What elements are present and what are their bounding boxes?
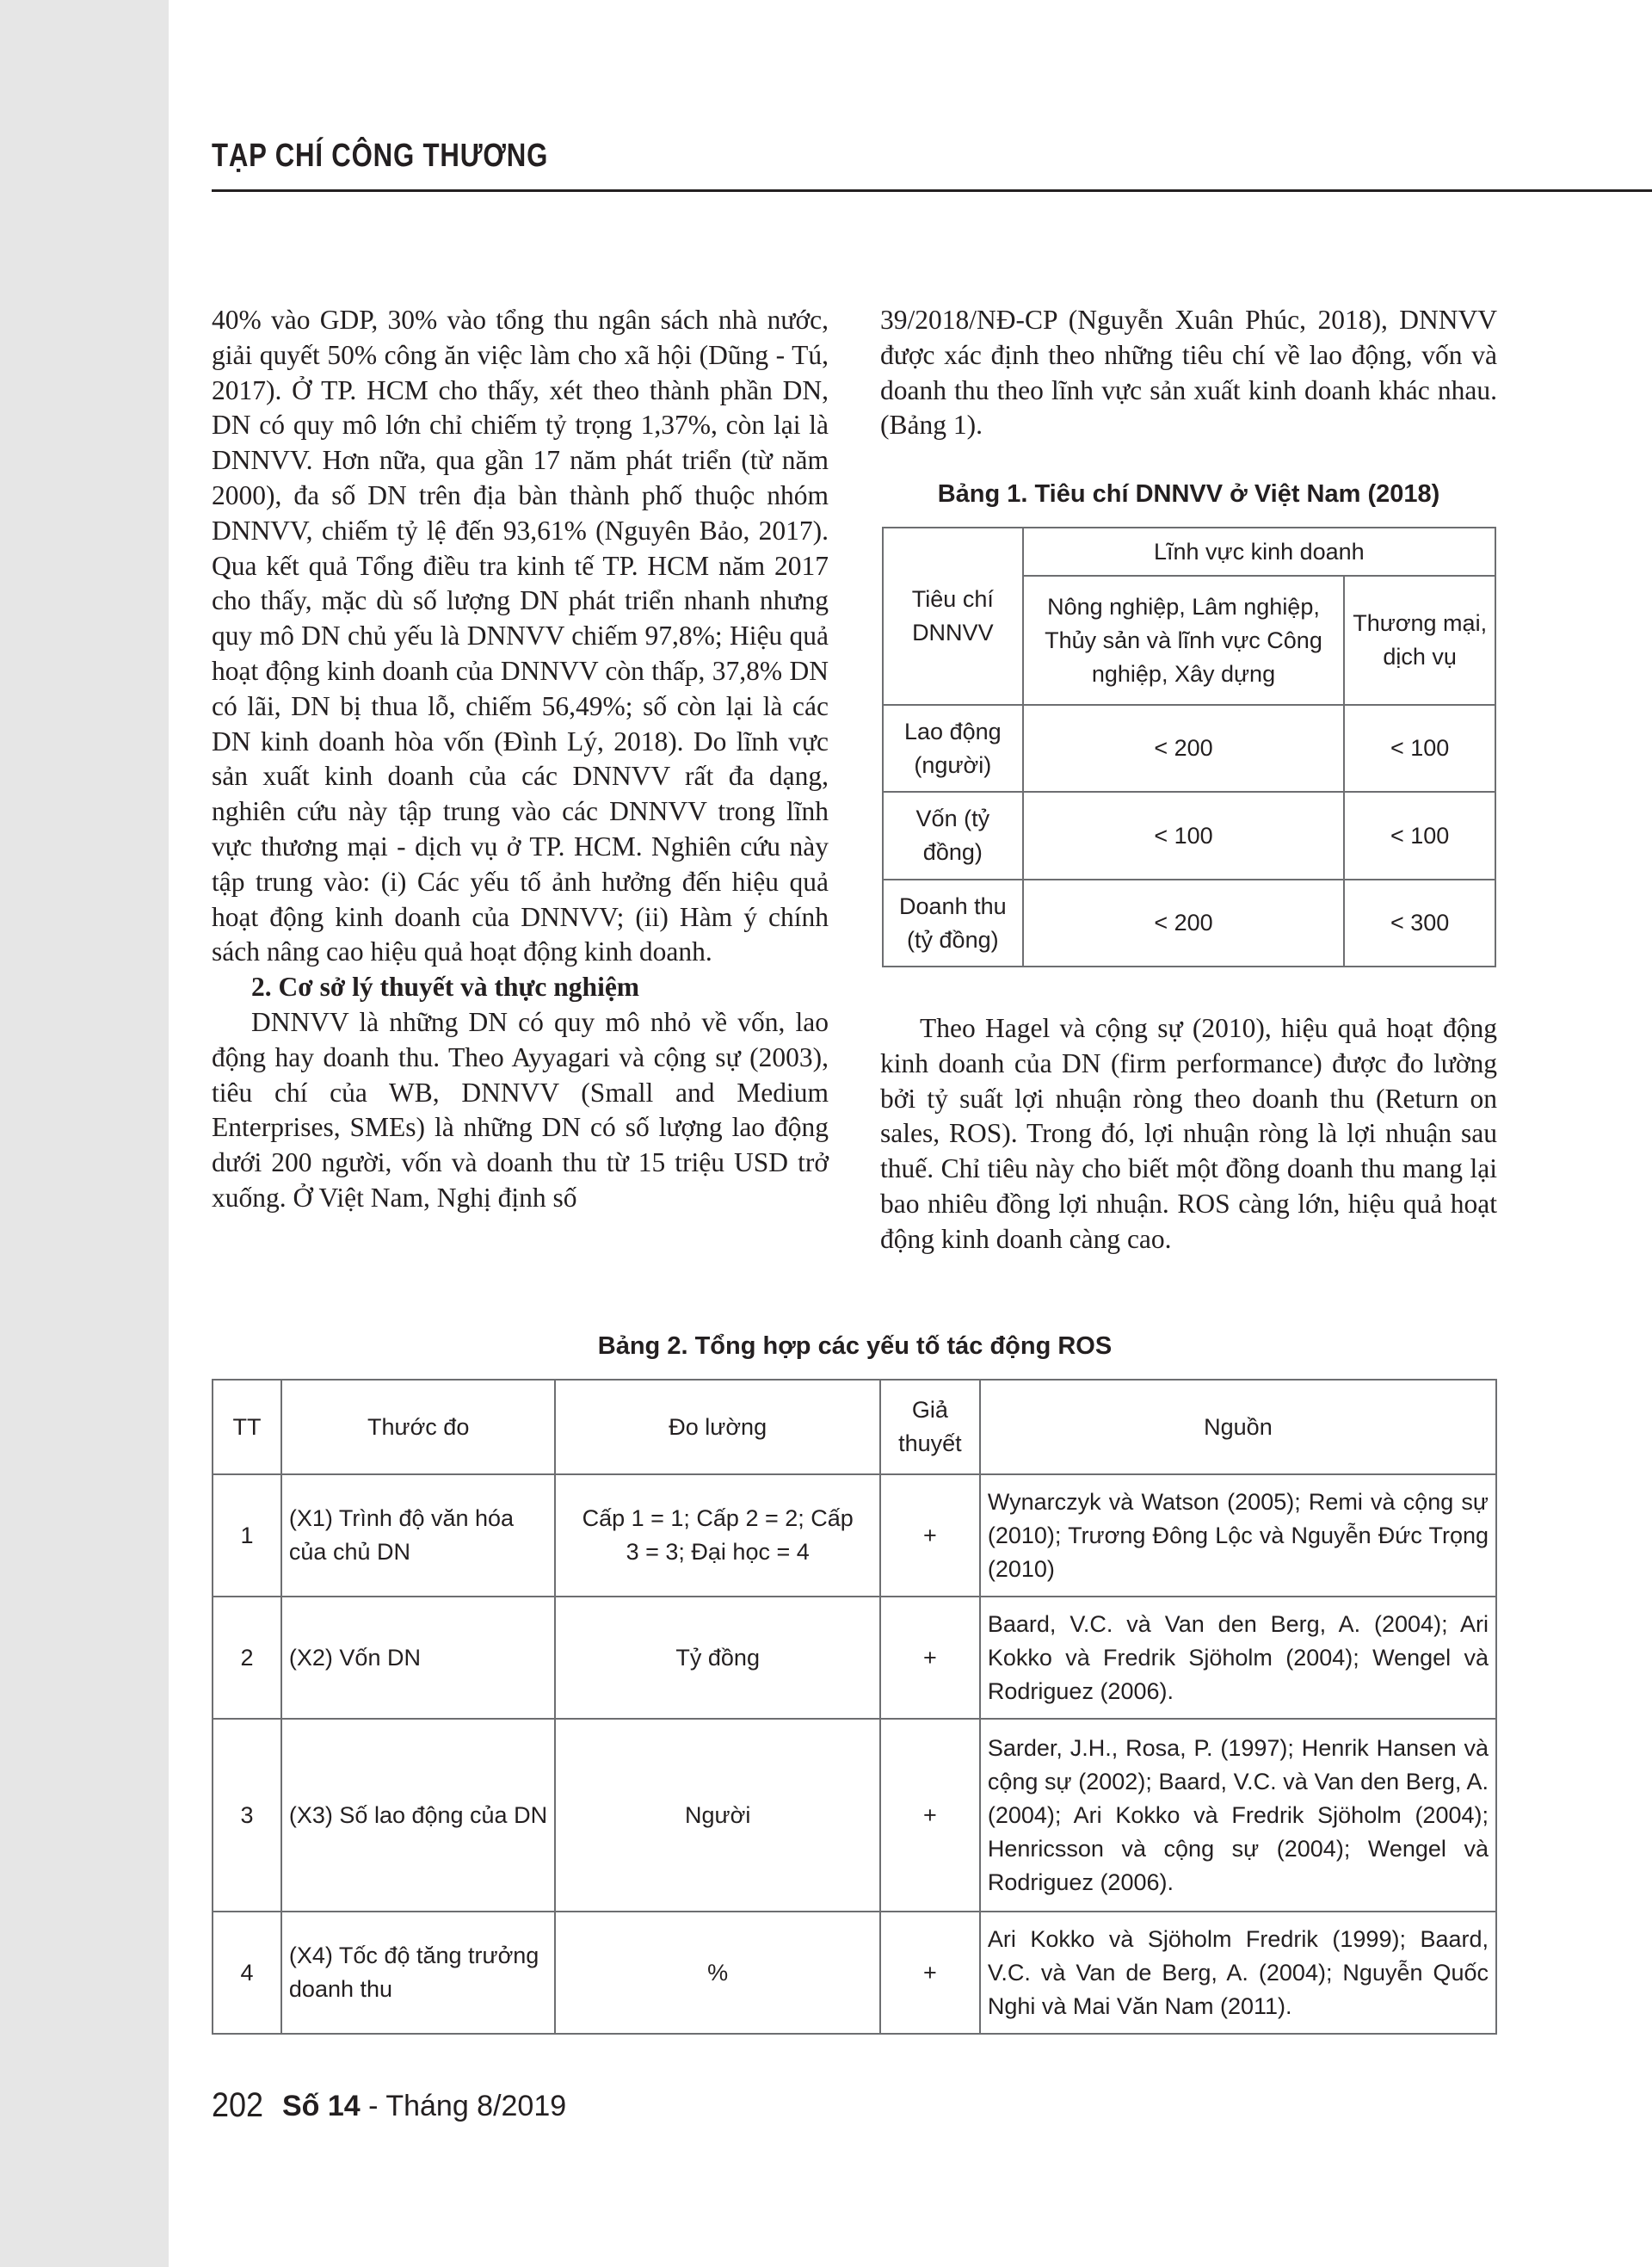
row-label: Lao động (người)	[883, 705, 1023, 792]
table-header-row	[213, 1380, 1496, 1474]
table-row	[213, 1719, 1496, 1912]
journal-title: TẠP CHÍ CÔNG THƯƠNG	[212, 138, 549, 174]
cell-source: Sarder, J.H., Rosa, P. (1997); Henrik Hansen và cộng sự (2002); Baard, V.C. và Van den Berg, A. (2004); Ari Kokko và Fredrik Sjöholm (2004); Henricsson và cộng sự (2004); Wengel và Rodriguez (2006).	[980, 1719, 1496, 1912]
col-header-tt: TT	[213, 1380, 281, 1474]
cell-value: < 100	[1023, 792, 1345, 880]
table-row	[213, 1474, 1496, 1597]
col-header-source: Nguồn	[980, 1380, 1496, 1474]
cell-hypothesis: +	[880, 1597, 980, 1719]
table-row	[883, 705, 1495, 792]
cell-metric: Người	[555, 1719, 879, 1912]
cell-value: < 100	[1344, 792, 1495, 880]
page-number: 202	[212, 2086, 264, 2124]
cell-tt: 2	[213, 1597, 281, 1719]
table-row	[213, 1912, 1496, 2034]
cell-measure: (X1) Trình độ văn hóa của chủ DN	[281, 1474, 556, 1597]
table2-caption: Bảng 2. Tổng hợp các yếu tố tác động ROS	[597, 1332, 1113, 1360]
table-row	[883, 880, 1495, 967]
cell-measure: (X2) Vốn DN	[281, 1597, 556, 1719]
cell-source: Ari Kokko và Sjöholm Fredrik (1999); Baard, V.C. và Van de Berg, A. (2004); Nguyễn Quốc Nghi và Mai Văn Nam (2011).	[980, 1912, 1496, 2034]
cell-source: Baard, V.C. và Van den Berg, A. (2004); Ari Kokko và Fredrik Sjöholm (2004); Wengel và Rodriguez (2006).	[980, 1597, 1496, 1719]
criteria-header: Tiêu chí DNNVV	[883, 528, 1023, 705]
cell-metric: Cấp 1 = 1; Cấp 2 = 2; Cấp 3 = 3; Đại học = 4	[555, 1474, 879, 1597]
col-header-measure: Thước đo	[281, 1380, 556, 1474]
sector-agriculture-industry-header: Nông nghiệp, Lâm nghiệp, Thủy sản và lĩnh vực Công nghiệp, Xây dựng	[1023, 576, 1345, 705]
issue-date: - Tháng 8/2019	[360, 2090, 567, 2122]
cell-tt: 3	[213, 1719, 281, 1912]
cell-value: < 100	[1344, 705, 1495, 792]
ros-factors-table	[212, 1379, 1497, 2035]
issue-info	[282, 2090, 566, 2123]
cell-tt: 4	[213, 1912, 281, 2034]
header-rule	[212, 189, 1652, 192]
cell-value: < 200	[1023, 705, 1345, 792]
cell-hypothesis: +	[880, 1912, 980, 2034]
section-heading: 2. Cơ sở lý thuyết và thực nghiệm	[251, 972, 640, 1003]
cell-measure: (X4) Tốc độ tăng trưởng doanh thu	[281, 1912, 556, 2034]
cell-value: < 200	[1023, 880, 1345, 967]
cell-value: < 300	[1344, 880, 1495, 967]
body-paragraph: Theo Hagel và cộng sự (2010), hiệu quả hoạt động kinh doanh của DN (firm performance) được đo lường bởi tỷ suất lợi nhuận ròng theo doanh thu (Return on sales, ROS). Trong đó, lợi nhuận ròng là lợi nhuận sau thuế. Chỉ tiêu này cho biết một đồng doanh thu mang lại bao nhiêu đồng lợi nhuận. ROS càng lớn, hiệu quả hoạt động kinh doanh càng cao.	[880, 1013, 1497, 1254]
body-paragraph: DNNVV là những DN có quy mô nhỏ về vốn, lao động hay doanh thu. Theo Ayyagari và cộng sự (2003), tiêu chí của WB, DNNVV (Small and Medium Enterprises, SMEs) là những DN có số lượng lao động dưới 200 người, vốn và doanh thu từ 15 triệu USD trở xuống. Ở Việt Nam, Nghị định số	[212, 1006, 829, 1213]
issue-label: Số 14	[282, 2090, 361, 2122]
body-paragraph: 39/2018/NĐ-CP (Nguyễn Xuân Phúc, 2018), DNNVV được xác định theo những tiêu chí về lao động, vốn và doanh thu theo lĩnh vực sản xuất kinh doanh khác nhau. (Bảng 1).	[880, 305, 1497, 441]
sector-trade-service-header: Thương mại, dịch vụ	[1344, 576, 1495, 705]
table-row	[213, 1597, 1496, 1719]
cell-metric: %	[555, 1912, 879, 2034]
sector-header: Lĩnh vực kinh doanh	[1023, 528, 1495, 576]
cell-measure: (X3) Số lao động của DN	[281, 1719, 556, 1912]
cell-tt: 1	[213, 1474, 281, 1597]
col-header-metric: Đo lường	[555, 1380, 879, 1474]
row-label: Doanh thu (tỷ đồng)	[883, 880, 1023, 967]
cell-source: Wynarczyk và Watson (2005); Remi và cộng sự (2010); Trương Đông Lộc và Nguyễn Đức Trọng (2010)	[980, 1474, 1496, 1597]
table1-caption: Bảng 1. Tiêu chí DNNVV ở Việt Nam (2018)	[937, 480, 1440, 508]
cell-hypothesis: +	[880, 1719, 980, 1912]
cell-metric: Tỷ đồng	[555, 1597, 879, 1719]
right-column	[880, 303, 1497, 443]
sme-criteria-table	[882, 527, 1496, 967]
cell-hypothesis: +	[880, 1474, 980, 1597]
row-label: Vốn (tỷ đồng)	[883, 792, 1023, 880]
page-margin-band	[0, 0, 169, 2267]
left-column	[212, 303, 829, 1216]
table-row	[883, 792, 1495, 880]
body-paragraph: 40% vào GDP, 30% vào tổng thu ngân sách nhà nước, giải quyết 50% công ăn việc làm cho xã hội (Dũng - Tú, 2017). Ở TP. HCM cho thấy, xét theo thành phần DN, DN có quy mô lớn chỉ chiếm tỷ trọng 1,37%, còn lại là DNNVV. Hơn nữa, qua gần 17 năm phát triển (từ năm 2000), đa số DN trên địa bàn thành phố thuộc nhóm DNNVV, chiếm tỷ lệ đến 93,61% (Nguyên Bảo, 2017). Qua kết quả Tổng điều tra kinh tế TP. HCM năm 2017 cho thấy, mặc dù số lượng DN phát triển nhanh nhưng quy mô DN chủ yếu là DNNVV chiếm 97,8%; Hiệu quả hoạt động kinh doanh của DNNVV còn thấp, 37,8% DN có lãi, DN bị thua lỗ, chiếm 56,49%; số còn lại là các DN kinh doanh hòa vốn (Đình Lý, 2018). Do lĩnh vực sản xuất kinh doanh của các DNNVV rất đa dạng, nghiên cứu này tập trung vào các DNNVV trong lĩnh vực thương mại - dịch vụ ở TP. HCM. Nghiên cứu này tập trung vào: (i) Các yếu tố ảnh hưởng đến hiệu quả hoạt động kinh doanh của DNNVV; (ii) Hàm ý chính sách nâng cao hiệu quả hoạt động kinh doanh.	[212, 305, 829, 967]
col-header-hypothesis: Giả thuyết	[880, 1380, 980, 1474]
